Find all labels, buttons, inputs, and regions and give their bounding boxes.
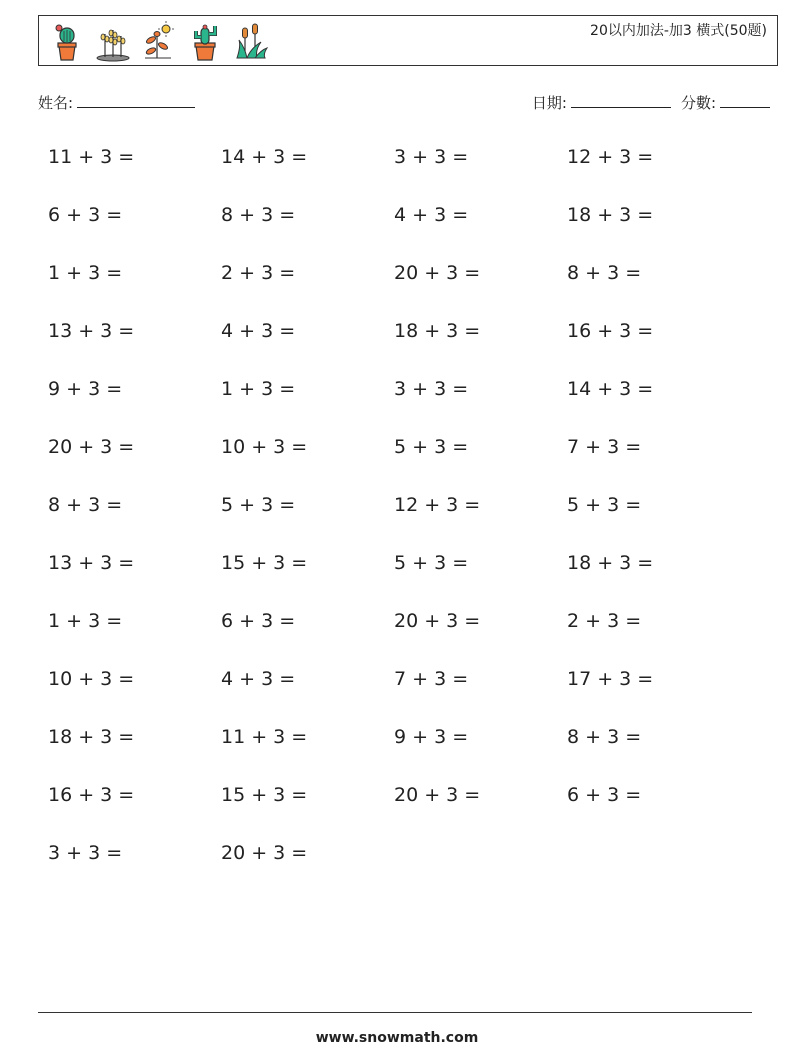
problem-item: 18 + 3 = [48, 726, 135, 748]
date-field [532, 92, 671, 113]
problem-row [48, 146, 748, 204]
problem-item: 3 + 3 = [394, 146, 469, 168]
name-label: 姓名: [38, 94, 74, 112]
problem-item: 15 + 3 = [221, 552, 308, 574]
footer-divider [38, 1012, 752, 1013]
score-label: 分數: [680, 94, 716, 112]
plant-icons [47, 20, 271, 62]
problem-item: 14 + 3 = [567, 378, 654, 400]
problem-item: 9 + 3 = [394, 726, 469, 748]
problem-item: 12 + 3 = [394, 494, 481, 516]
problem-grid [48, 146, 748, 900]
problem-item: 20 + 3 = [48, 436, 135, 458]
problem-item: 13 + 3 = [48, 320, 135, 342]
worksheet-title: 20以内加法-加3 横式(50题) [590, 23, 767, 39]
reeds-icon [231, 20, 271, 62]
problem-item: 20 + 3 = [394, 784, 481, 806]
problem-item: 4 + 3 = [221, 320, 296, 342]
score-blank[interactable] [720, 93, 770, 108]
date-label: 日期: [531, 94, 567, 112]
sunflower-sprout-icon [139, 20, 179, 62]
problem-item: 6 + 3 = [567, 784, 642, 806]
problem-row [48, 842, 748, 900]
problem-item: 16 + 3 = [48, 784, 135, 806]
problem-item: 18 + 3 = [567, 552, 654, 574]
problem-item: 11 + 3 = [48, 146, 135, 168]
problem-item: 4 + 3 = [394, 204, 469, 226]
problem-item: 17 + 3 = [567, 668, 654, 690]
problem-row [48, 784, 748, 842]
problem-item: 18 + 3 = [567, 204, 654, 226]
problem-row [48, 262, 748, 320]
problem-item: 6 + 3 = [221, 610, 296, 632]
problem-item: 3 + 3 = [48, 842, 123, 864]
problem-item: 20 + 3 = [221, 842, 308, 864]
problem-item: 1 + 3 = [48, 262, 123, 284]
problem-item: 9 + 3 = [48, 378, 123, 400]
date-blank[interactable] [571, 93, 671, 108]
problem-item: 5 + 3 = [394, 436, 469, 458]
problem-item: 5 + 3 = [567, 494, 642, 516]
problem-item: 8 + 3 = [48, 494, 123, 516]
problem-item: 2 + 3 = [567, 610, 642, 632]
problem-item: 10 + 3 = [221, 436, 308, 458]
problem-item: 4 + 3 = [221, 668, 296, 690]
problem-item: 18 + 3 = [394, 320, 481, 342]
name-field [38, 92, 195, 113]
problem-item: 8 + 3 = [567, 262, 642, 284]
problem-item: 15 + 3 = [221, 784, 308, 806]
name-blank[interactable] [77, 93, 195, 108]
footer-url: www.snowmath.com [315, 1030, 479, 1046]
problem-item: 11 + 3 = [221, 726, 308, 748]
problem-item: 10 + 3 = [48, 668, 135, 690]
problem-row [48, 610, 748, 668]
problem-item: 12 + 3 = [567, 146, 654, 168]
problem-row [48, 320, 748, 378]
date-score-fields [532, 92, 770, 113]
problem-item: 8 + 3 = [567, 726, 642, 748]
wheat-icon [93, 20, 133, 62]
problem-row [48, 494, 748, 552]
problem-item: 3 + 3 = [394, 378, 469, 400]
problem-item: 16 + 3 = [567, 320, 654, 342]
problem-row [48, 378, 748, 436]
problem-item: 14 + 3 = [221, 146, 308, 168]
problem-item: 6 + 3 = [48, 204, 123, 226]
problem-item: 13 + 3 = [48, 552, 135, 574]
problem-item: 7 + 3 = [567, 436, 642, 458]
cactus-pot-icon-2 [185, 20, 225, 62]
problem-row [48, 668, 748, 726]
problem-item: 20 + 3 = [394, 262, 481, 284]
problem-item: 1 + 3 = [48, 610, 123, 632]
cactus-pot-icon [47, 20, 87, 62]
problem-row [48, 726, 748, 784]
problem-item: 2 + 3 = [221, 262, 296, 284]
problem-item: 20 + 3 = [394, 610, 481, 632]
problem-item: 5 + 3 = [394, 552, 469, 574]
worksheet-header [38, 15, 778, 66]
problem-item: 5 + 3 = [221, 494, 296, 516]
problem-row [48, 552, 748, 610]
problem-item: 8 + 3 = [221, 204, 296, 226]
score-field [681, 92, 770, 113]
problem-item: 7 + 3 = [394, 668, 469, 690]
problem-row [48, 204, 748, 262]
problem-item: 1 + 3 = [221, 378, 296, 400]
problem-row [48, 436, 748, 494]
